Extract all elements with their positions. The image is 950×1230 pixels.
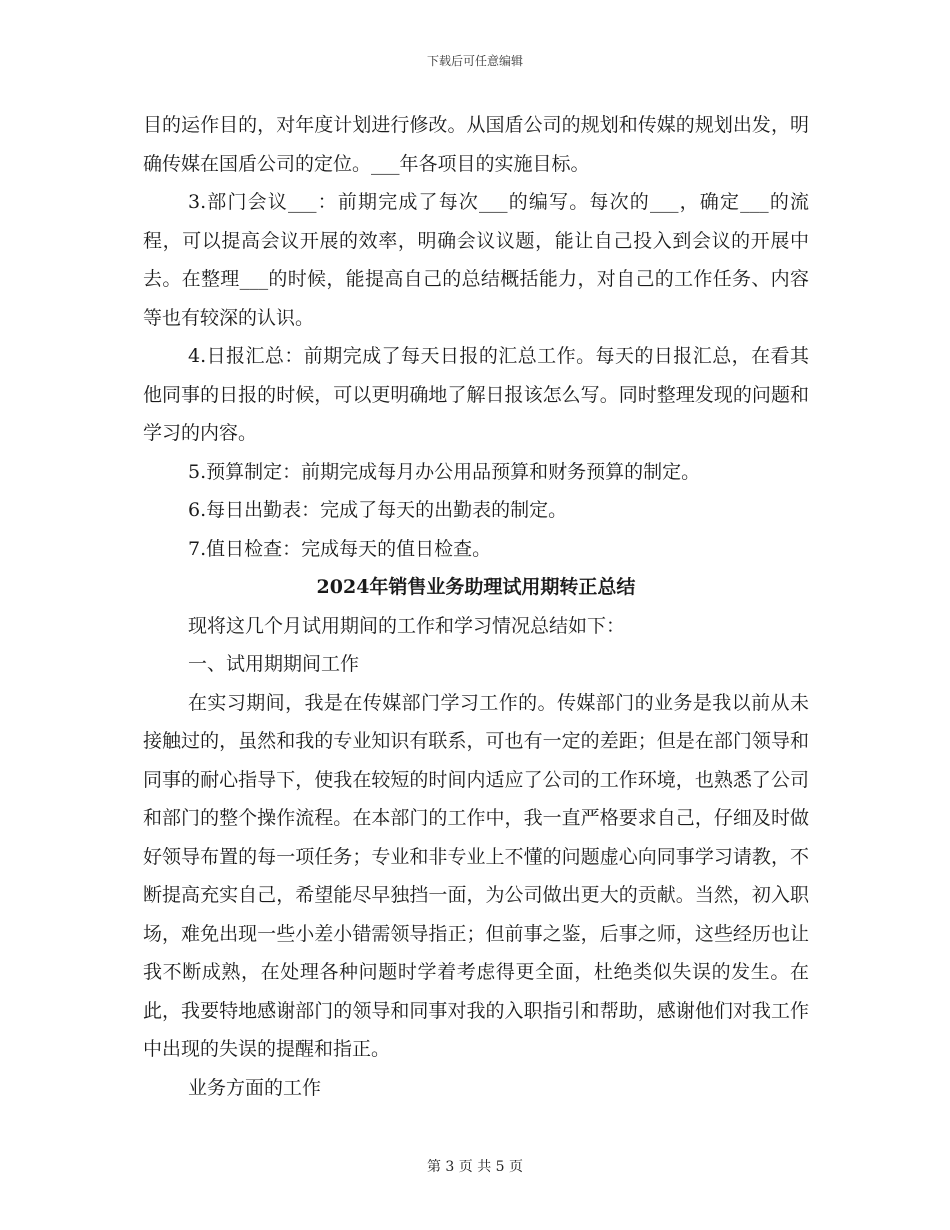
paragraph-intro: 现将这几个月试用期间的工作和学习情况总结如下： <box>188 614 626 637</box>
paragraph-continuation: 目的运作目的，对年度计划进行修改。从国盾公司的规划和传媒的规划出发，明确传媒在国盾公司的定位。___年各项目的实施目标。 <box>143 114 809 175</box>
paragraph-internship: 在实习期间，我是在传媒部门学习工作的。传媒部门的业务是我以前从未接触过的，虽然和我的专业知识有联系，可也有一定的差距；但是在部门领导和同事的耐心指导下，使我在较短的时间内适应了公司的工作环境，也熟悉了公司和部门的整个操作流程。在本部门的工作中，我一直严格要求自己，仔细及时做好领导布置的每一项任务；专业和非专业上不懂的问题虚心向同事学习请教，不断提高充实自己，希望能尽早独挡一面，为公司做出更大的贡献。当然，初入职场，难免出现一些小差小错需领导指正；但前事之鉴，后事之师，这些经历也让我不断成熟，在处理各种问题时学着考虑得更全面，杜绝类似失误的发生。在此，我要特地感谢部门的领导和同事对我的入职指引和帮助，感谢他们对我工作中出现的失误的提醒和指正。 <box>143 691 809 1060</box>
heading-business-work: 业务方面的工作 <box>188 1076 322 1099</box>
paragraph-daily-report: 4.日报汇总：前期完成了每天日报的汇总工作。每天的日报汇总，在看其他同事的日报的时候，可以更明确地了解日报该怎么写。同时整理发现的问题和学习的内容。 <box>143 345 809 444</box>
heading-probation-work: 一、试用期期间工作 <box>188 653 360 675</box>
paragraph-meeting: 3.部门会议___：前期完成了每次___的编写。每次的___，确定___的流程，可以提高会议开展的效率，明确会议议题，能让自己投入到会议的开展中去。在整理___的时候，能提高自己的总结概括能力，对自己的工作任务、内容等也有较深的认识。 <box>143 191 809 329</box>
section-title: 2024年销售业务助理试用期转正总结 <box>316 576 636 598</box>
page-footer: 第 3 页 共 5 页 <box>426 1159 524 1175</box>
paragraph-duty-check: 7.值日检查：完成每天的值日检查。 <box>188 537 492 560</box>
paragraph-budget: 5.预算制定：前期完成每月办公用品预算和财务预算的制定。 <box>188 460 701 483</box>
document-body <box>143 106 809 1107</box>
paragraph-attendance: 6.每日出勤表：完成了每天的出勤表的制定。 <box>188 499 568 521</box>
page-header: 下载后可任意编辑 <box>426 54 523 68</box>
